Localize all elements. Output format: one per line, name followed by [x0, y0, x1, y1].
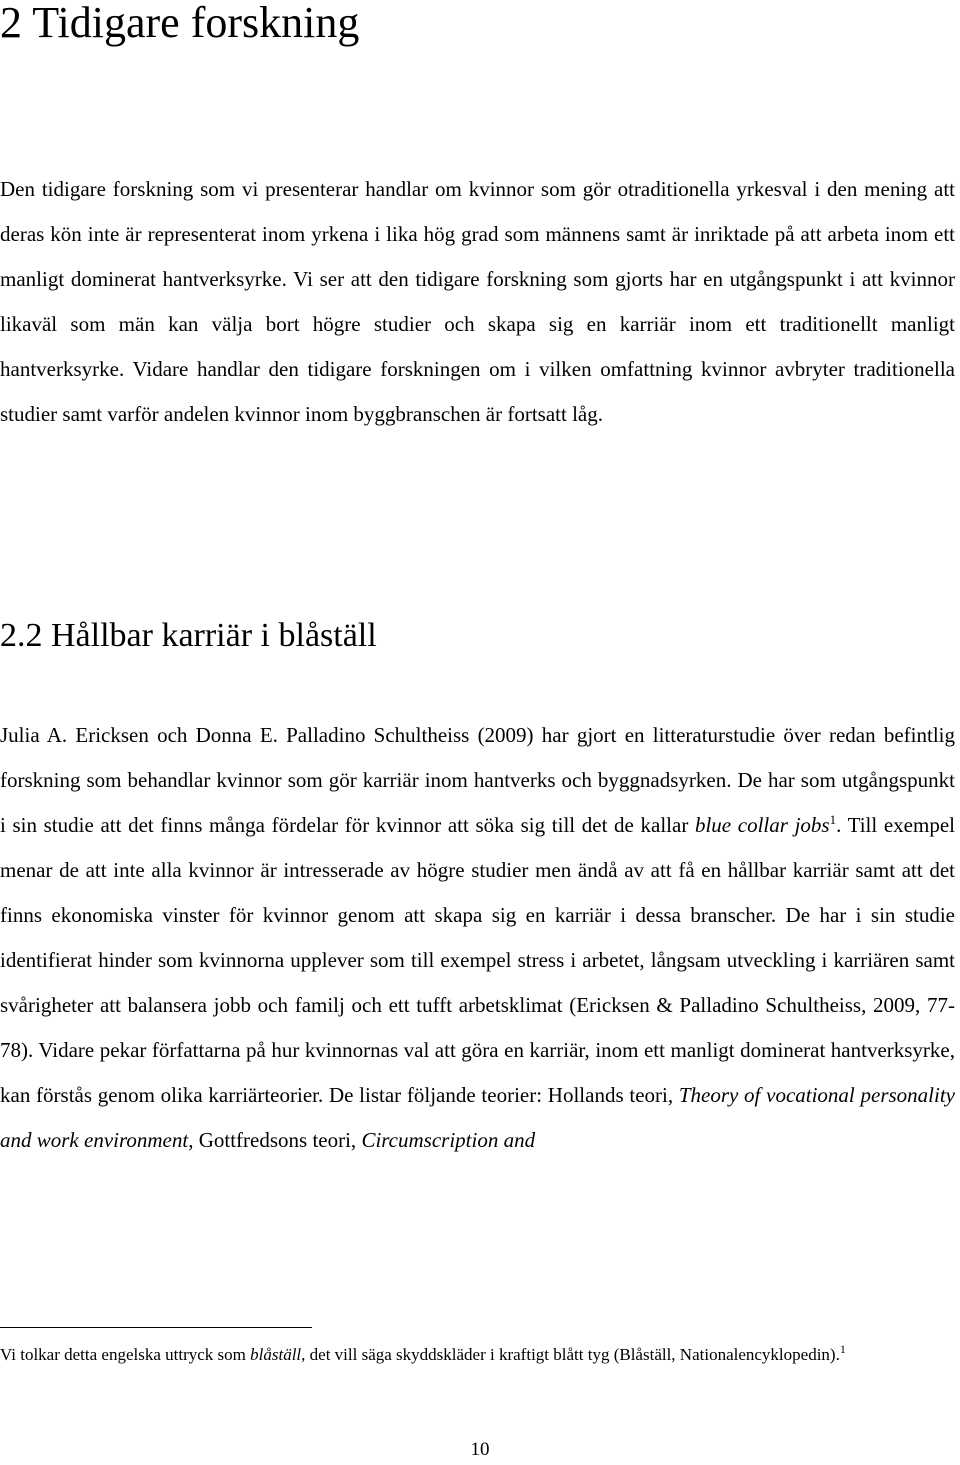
footnote-reference[interactable]: 1: [829, 812, 837, 827]
italic-term: blue collar jobs: [694, 813, 830, 837]
footnote-separator: [0, 1327, 312, 1328]
footnote-italic: blåställ: [250, 1345, 302, 1364]
footnote-text: Vi tolkar detta engelska uttryck som: [0, 1345, 251, 1364]
subsection-heading: 2.2 Hållbar karriär i blåställ: [0, 617, 377, 654]
body-paragraph: [0, 713, 955, 1163]
section-heading: 2 Tidigare forskning: [0, 0, 360, 47]
body-text: , Gottfredsons teori,: [188, 1128, 362, 1152]
body-text: Julia A. Ericksen och Donna E. Palladino Schultheiss (2009) har gjort en litteraturstudie över redan befintlig forskning som behandlar kvinnor som gör karriär inom hantverks och byggnadsyrken. De har som utgångspunkt i sin studie att det finns många fördelar för kvinnor att söka sig till det de kallar: [0, 723, 955, 837]
footnote-text: , det vill säga skyddskläder i kraftigt blått tyg (Blåställ, Nationalencyklopedin).: [301, 1345, 840, 1364]
body-text: . Till exempel menar de att inte alla kvinnor är intresserade av högre studier men ändå av att få en hållbar karriär samt att det finns ekonomiska vinster för kvinnor genom att skapa sig en karriär i dessa branscher. De har i sin studie identifierat hinder som kvinnorna upplever som till exempel stress i arbetet, långsam utveckling i karriären samt svårigheter att balansera jobb och familj och ett tufft arbetsklimat (Ericksen & Palladino Schultheiss, 2009, 77-78). Vidare pekar författarna på hur kvinnornas val att göra en karriär, inom ett manligt dominerat hantverksyrke, kan förstås genom olika karriärteorier. De listar följande teorier: Hollands teori,: [0, 813, 955, 1107]
footnote-marker: 1: [839, 1342, 846, 1356]
footnote: [0, 1342, 900, 1367]
italic-term: Circumscription and: [361, 1128, 536, 1152]
italic-term: Theory of vocational personality and work environment: [0, 1083, 955, 1152]
page-number: 10: [470, 1439, 490, 1460]
intro-paragraph: Den tidigare forskning som vi presenterar handlar om kvinnor som gör otraditionella yrkesval i den mening att deras kön inte är representerat inom yrkena i lika hög grad som männens samt är inriktade på att arbeta inom ett manligt dominerat hantverksyrke. Vi ser att den tidigare forskning som gjorts har en utgångspunkt i att kvinnor likaväl som män kan välja bort högre studier och skapa sig en karriär inom ett traditionellt manligt hantverksyrke. Vidare handlar den tidigare forskningen om i vilken omfattning kvinnor avbryter traditionella studier samt varför andelen kvinnor inom byggbranschen är fortsatt låg.: [0, 177, 955, 426]
